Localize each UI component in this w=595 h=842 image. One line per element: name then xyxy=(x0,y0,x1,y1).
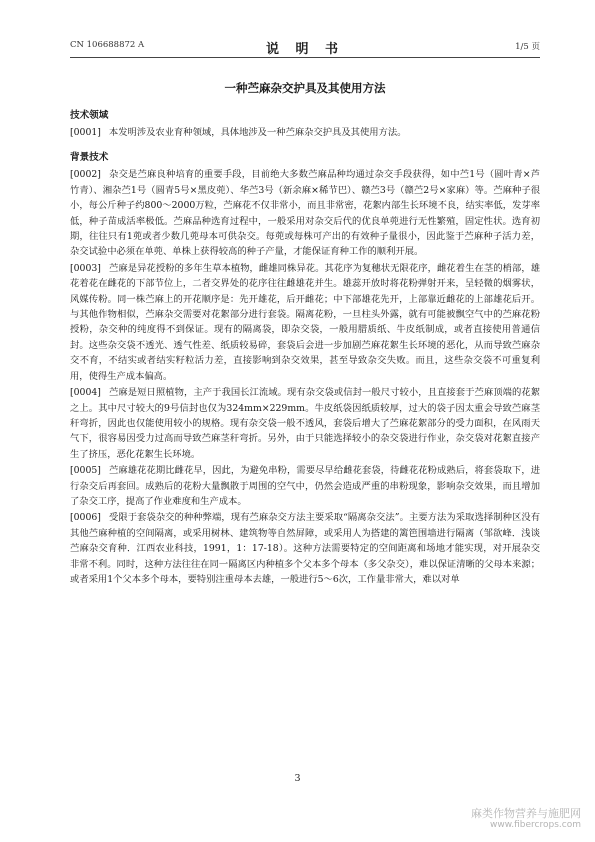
document-body xyxy=(70,108,540,588)
paragraph-0005 xyxy=(70,463,540,509)
paragraph-number: [0001] xyxy=(70,127,101,138)
watermark-site-name: 麻类作物营养与施肥网 xyxy=(471,807,581,820)
paragraph-0006 xyxy=(70,510,540,587)
paragraph-number: [0006] xyxy=(70,512,101,524)
paragraph-0002 xyxy=(70,167,540,259)
document-type: 说 明 书 xyxy=(265,42,345,57)
document-title: 一种苎麻杂交护具及其使用方法 xyxy=(224,81,386,95)
watermark-url: www.fibercrops.com xyxy=(490,820,581,830)
paragraph-text: 受限于套袋杂交的种种弊端，现有苎麻杂交方法主要采取“隔离杂交法”。主要方法为采取选择制种区没有其他苎麻种植的空间隔离，或采用树林、建筑物等自然屏障，或采用人为搭建的篱笆围墙进行隔离（邹欲峰．浅谈苎麻杂交育种．江西农业科技，1991，1：17-18）。这种方法需要特定的空间距离和场地才能实现，对开展杂交非常不利。同时，这种方法往往在同一隔离区内种植多个父本多个母本（多父杂交），难以保证清晰的父母本来源；或者采用1个父本多个母本，要特别注重母本去雄，一般进行5～6次，工作量非常大，难以对单 xyxy=(70,512,540,585)
site-watermark xyxy=(471,807,581,831)
section-heading-tech-field: 技术领域 xyxy=(70,110,109,121)
paragraph-text: 苎麻是异花授粉的多年生草本植物，雌雄同株异花。其花序为复穗状无限花序，雌花着生在茎的梢部，雄花着花在雌花的下部节位上，二者交界处的花序往往雌雄花并生。雄蕊开放时将花粉弹射开来，呈轻微的烟雾状，风媒传粉。同一株苎麻上的开花顺序是：先开雄花，后开雌花；中下部雄花先开，上部靠近雌花的上部雄花后开。与其他作物相似，苎麻杂交需要对花絮部分进行套袋。隔离花粉，一旦柱头外露，就有可能被飘空气中的苎麻花粉授粉，杂交种的纯度得不到保证。现有的隔离袋，即杂交袋，一般用腊质纸、牛皮纸制成，或者直接使用普通信封。这些杂交袋不透光、透气性差、纸质较易碎，套袋后会进一步加剧苎麻花絮生长环境的恶化，从而导致苎麻杂交不育，不结实或者结实籽粒活力差，直接影响到杂交效果，甚至导致杂交失败。而且，这些杂交袋不可重复利用，使得生产成本偏高。 xyxy=(70,262,540,382)
paragraph-text: 苎麻是短日照植物，主产于我国长江流域。现有杂交袋或信封一般尺寸较小，且直接套于苎麻顶端的花絮之上。其中尺寸较大的9号信封也仅为324mm×229mm。牛皮纸袋因纸质较厚，过大的袋子因太重会导致苎麻茎秆弯折，因此也仅能使用较小的规格。现有杂交袋一般不透风，套袋后增大了苎麻花絮部分的受力面积，在风雨天气下，很容易因受力过高而导致苎麻茎秆弯折。另外，由于只能选择较小的杂交袋进行作业，杂交袋对花絮直接产生了挤压，恶化花絮生长环境。 xyxy=(70,387,540,460)
paragraph-0003 xyxy=(70,261,540,384)
page-number: 3 xyxy=(294,773,301,784)
section-heading-background: 背景技术 xyxy=(70,152,109,164)
paragraph-number: [0004] xyxy=(70,387,101,399)
header-divider xyxy=(70,57,540,58)
page-header xyxy=(70,38,540,57)
paragraph-0001 xyxy=(70,125,540,140)
paragraph-number: [0002] xyxy=(70,169,101,181)
paragraph-number: [0003] xyxy=(70,262,101,274)
document-number: CN 106688872 A xyxy=(70,40,145,50)
paragraph-number: [0005] xyxy=(70,465,101,477)
paragraph-text: 本发明涉及农业育种领域，具体地涉及一种苎麻杂交护具及其使用方法。 xyxy=(108,127,407,138)
page-indicator: 1/5 页 xyxy=(515,42,540,52)
paragraph-0004 xyxy=(70,385,540,462)
paragraph-text: 杂交是苎麻良种培育的重要手段，目前绝大多数苎麻品种均通过杂交手段获得，如中苎1号（圆叶青×芦竹青）、湘杂苎1号（圆青5号×黑皮蔸）、华苎3号（新余麻×稀节巴）、赣苎3号（赣苎2号×家麻）等。苎麻种子很小，每公斤种子约800～2000万粒，苎麻花不仅非常小，而且非常密，花絮内部生长环境不良，结实率低，发芽率低，种子苗成活率极低。苎麻品种选育过程中，一般采用对杂交后代的优良单蔸进行无性繁殖，固定性状。选育初期，往往只有1蔸或者少数几蔸母本可供杂交。每蔸或每株可产出的有效种子量很小，因此鉴于苎麻种子活力差，杂交试验中必须在单蔸、单株上获得较高的种子产量，才能保证育种工作的顺利开展。 xyxy=(70,169,540,258)
paragraph-text: 苎麻雄花花期比雌花早，因此，为避免串粉，需要尽早给雌花套袋，待雌花花粉成熟后，将套袋取下，进行杂交后再套回。成熟后的花粉大量飘散于周围的空气中，仍然会造成严重的串粉现象，影响杂交效果，而且增加了杂交工序，提高了作业难度和生产成本。 xyxy=(70,465,540,507)
